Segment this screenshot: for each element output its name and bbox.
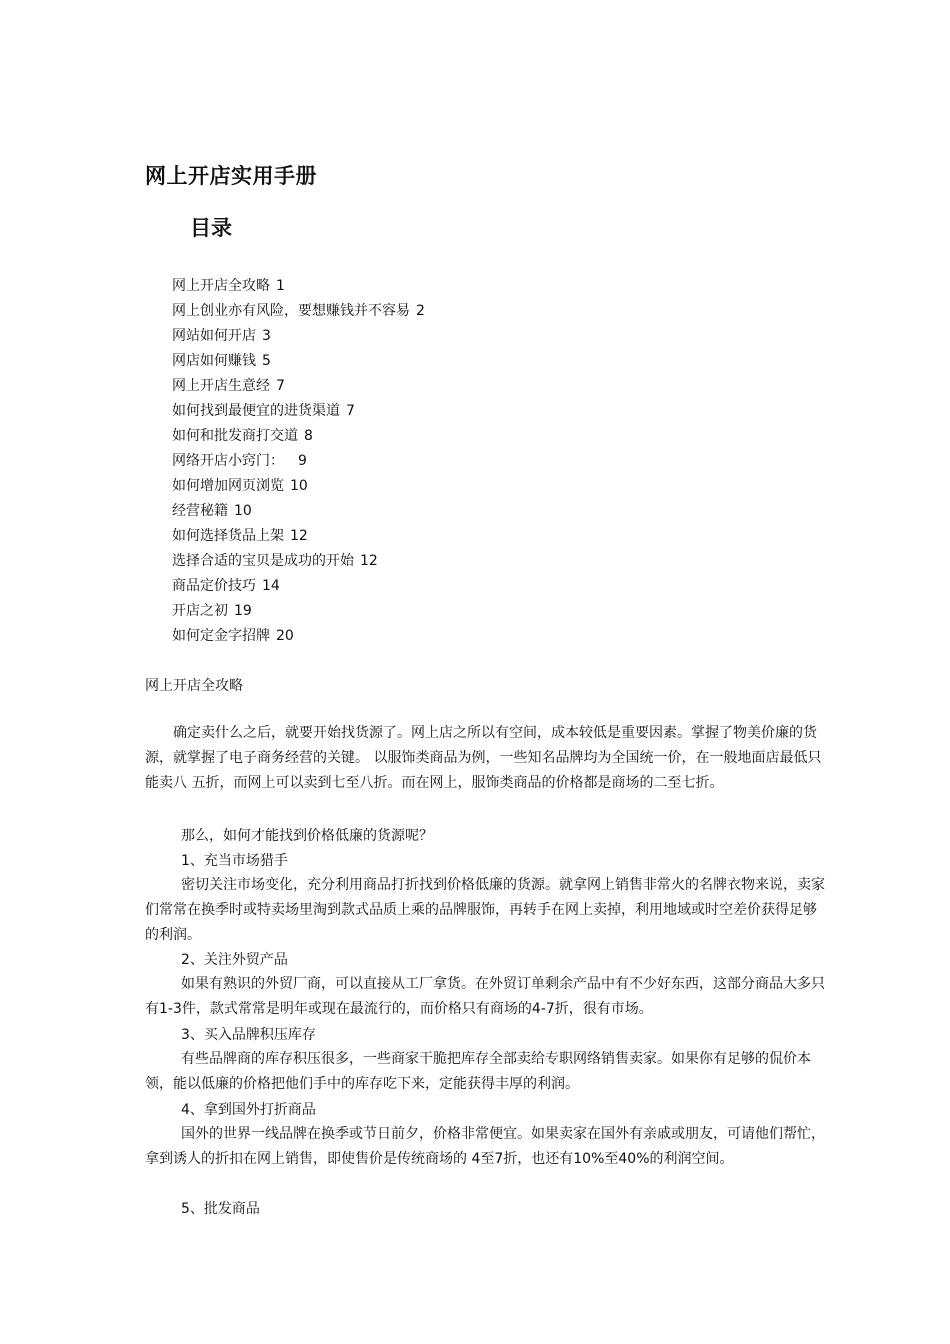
item-heading: 4、拿到国外打折商品 [181, 1102, 316, 1118]
item-body: 有些品牌商的库存积压很多，一些商家干脆把库存全部卖给专职网络销售卖家。如果你有足够的侃价本领，能以低廉的价格把他们手中的库存吃下来，定能获得丰厚的利润。 [145, 1051, 811, 1092]
toc-entry-page: 12 [290, 528, 308, 544]
toc-entry-page: 3 [262, 328, 271, 344]
toc-entry-label: 如何定金字招牌 [172, 628, 270, 644]
item-body: 国外的世界一线品牌在换季或节日前夕，价格非常便宜。如果卖家在国外有亲戚或朋友，可请他们帮忙，拿到诱人的折扣在网上销售，即使售价是传统商场的 4至7折，也还有10%至40%的利润空间。 [145, 1126, 825, 1167]
toc-entry[interactable] [172, 501, 425, 526]
toc-entry-label: 网上开店全攻略 [172, 278, 270, 294]
item-body: 如果有熟识的外贸厂商，可以直接从工厂拿货。在外贸订单剩余产品中有不少好东西，这部分商品大多只有1-3件，款式常常是明年或现在最流行的，而价格只有商场的4-7折，很有市场。 [145, 976, 825, 1017]
toc-entry-page: 10 [290, 478, 308, 494]
toc-entry-page: 12 [360, 553, 378, 569]
toc-entry-label: 选择合适的宝贝是成功的开始 [172, 553, 354, 569]
toc-entry-page: 9 [298, 453, 307, 469]
toc-entry[interactable] [172, 376, 425, 401]
toc-entry-page: 2 [416, 303, 425, 319]
toc-entry-page: 10 [234, 503, 252, 519]
toc-entry-page: 20 [276, 628, 294, 644]
toc-entry[interactable] [172, 526, 425, 551]
toc-entry[interactable] [172, 551, 425, 576]
item-heading: 1、充当市场猎手 [181, 853, 288, 869]
toc-entry-page: 5 [262, 353, 271, 369]
toc-entry[interactable] [172, 626, 425, 651]
intro-paragraph: 确定卖什么之后，就要开始找货源了。网上店之所以有空间，成本较低是重要因素。掌握了物美价廉的货源，就掌握了电子商务经营的关键。 以服饰类商品为例，一些知名品牌均为全国统一价，在一般地面店最低只能卖八 五折，而网上可以卖到七至八折。而在网上，服饰类商品的价格都是商场的二至七折。 [145, 725, 822, 791]
toc-entry-label: 网上开店生意经 [172, 378, 270, 394]
toc-entry[interactable] [172, 351, 425, 376]
toc-entry[interactable] [172, 326, 425, 351]
toc-entry[interactable] [172, 601, 425, 626]
toc-entry-label: 如何找到最便宜的进货渠道 [172, 403, 340, 419]
item-heading: 2、关注外贸产品 [181, 952, 288, 968]
toc-entry-label: 网上创业亦有风险，要想赚钱并不容易 [172, 303, 410, 319]
toc-entry-page: 19 [234, 603, 252, 619]
toc-entry[interactable] [172, 576, 425, 601]
item-heading: 5、批发商品 [181, 1201, 260, 1217]
toc-entry-label: 网络开店小窍门： [172, 453, 284, 469]
toc-entry-label: 如何增加网页浏览 [172, 478, 284, 494]
toc-entry[interactable] [172, 276, 425, 301]
toc-entry[interactable] [172, 451, 425, 476]
toc-entry[interactable] [172, 426, 425, 451]
toc-entry-label: 经营秘籍 [172, 503, 228, 519]
toc-entry-page: 7 [346, 403, 355, 419]
document-title: 网上开店实用手册 [145, 164, 317, 188]
toc-entry-page: 7 [276, 378, 285, 394]
section-title: 网上开店全攻略 [145, 678, 243, 694]
toc-entry-label: 网站如何开店 [172, 328, 256, 344]
toc-entry-label: 如何选择货品上架 [172, 528, 284, 544]
toc-entry-label: 如何和批发商打交道 [172, 428, 298, 444]
toc-entry[interactable] [172, 476, 425, 501]
toc-entry[interactable] [172, 401, 425, 426]
item-heading: 3、买入品牌积压库存 [181, 1027, 316, 1043]
table-of-contents [172, 276, 425, 651]
toc-heading: 目录 [190, 216, 232, 240]
question-line: 那么，如何才能找到价格低廉的货源呢？ [181, 828, 433, 844]
toc-entry[interactable] [172, 301, 425, 326]
toc-entry-page: 14 [262, 578, 280, 594]
toc-entry-page: 8 [304, 428, 313, 444]
toc-entry-label: 网店如何赚钱 [172, 353, 256, 369]
item-body: 密切关注市场变化，充分利用商品打折找到价格低廉的货源。就拿网上销售非常火的名牌衣物来说，卖家们常常在换季时或特卖场里淘到款式品质上乘的品牌服饰，再转手在网上卖掉，利用地域或时空差价获得足够的利润。 [145, 877, 825, 943]
toc-entry-page: 1 [276, 278, 285, 294]
toc-entry-label: 开店之初 [172, 603, 228, 619]
toc-entry-label: 商品定价技巧 [172, 578, 256, 594]
